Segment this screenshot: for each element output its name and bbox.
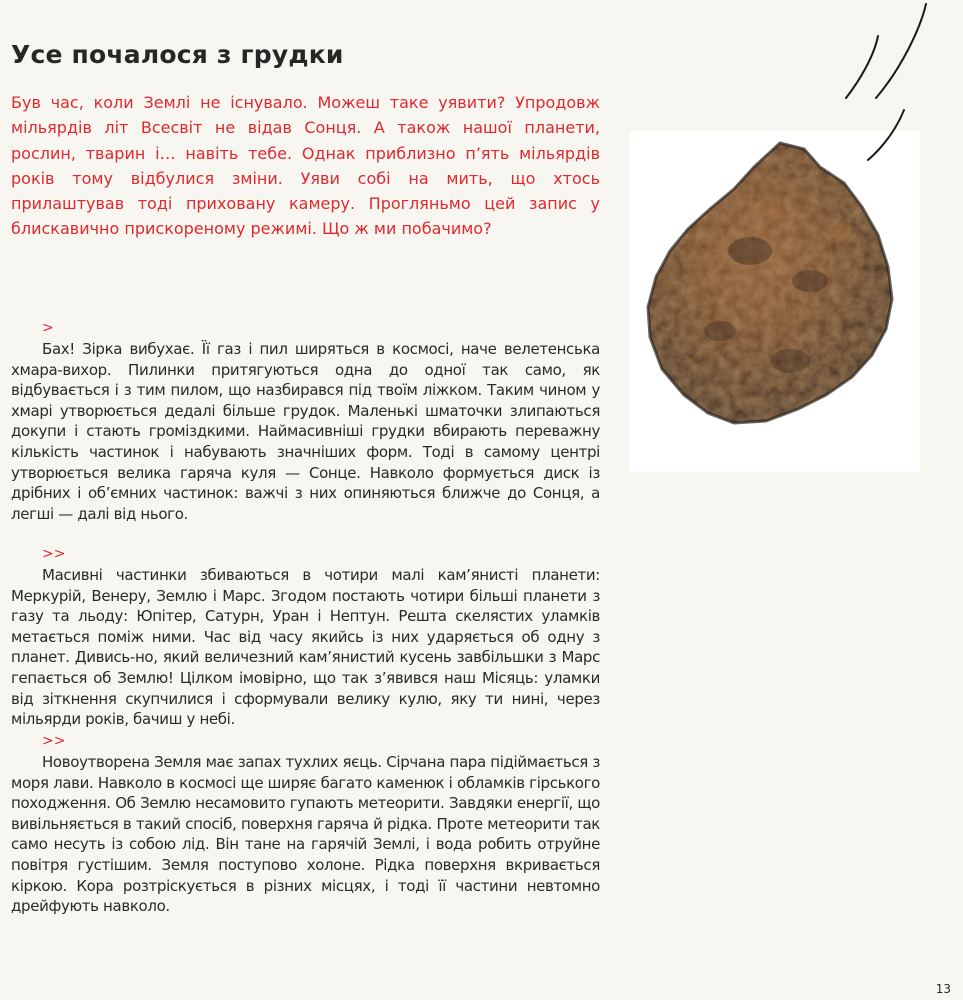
section-marker: >> xyxy=(42,546,66,562)
page-number: 13 xyxy=(935,982,951,996)
meteorite-photo xyxy=(630,131,920,472)
intro-paragraph: Був час, коли Землі не існувало. Можеш таке уявити? Упродовж мільярдів літ Всесвіт не відав Сонця. А також нашої планети, рослин, тварин і… навіть тебе. Однак приблизно п’ять мільярдів років тому відбулися зміни. Уяви собі на мить, що хтось прилаштував тоді приховану камеру. Прогляньмо цей запис у блискавично прискореному режимі. Що ж ми побачимо? xyxy=(11,93,600,239)
motion-lines-icon xyxy=(830,0,940,170)
section-paragraph: Бах! Зірка вибухає. Її газ і пил ширяться в космосі, наче велетенська хмара-вихор. Пилинки притягуються одна до одної так само, як відбувається і з тим пилом, що назбирався під твоїм ліжком. Таким чином у хмарі утворюється дедалі більше грудок. Маленькі шматочки злипаються докупи і стають громіздкими. Наймасивніші грудки вбирають переважну кількість частинок і набувають значніших форм. Тоді в самому центрі утворюється велика гаряча куля — Сонце. Навколо формується диск із дрібних і об’ємних частинок: важчі з них опиняються ближче до Сонця, а легші — далі від нього. xyxy=(11,340,600,523)
section-paragraph: Масивні частинки збиваються в чотири малі кам’янисті планети: Меркурій, Венеру, Землю і Марс. Згодом постають чотири більші планети з газу та льоду: Юпітер, Сатурн, Уран і Нептун. Решта скелястих уламків метається поміж ними. Час від часу якийсь із них ударяється об одну з планет. Дивись-но, який величезний кам’янистий кусень завбільшки з Марс гепається об Землю! Цілком імовірно, що так з’явився наш Місяць: уламки від зіткнення скупчилися і сформували велику кулю, яку ти нині, через мільярди років, бачиш у небі. xyxy=(11,566,600,729)
section-marker: >> xyxy=(42,733,66,749)
meteorite-rock-image xyxy=(630,131,920,472)
text-section-2 xyxy=(11,545,600,730)
text-section-1 xyxy=(11,319,600,524)
section-marker: > xyxy=(42,320,54,336)
page-title: Усе почалося з грудки xyxy=(11,40,344,69)
section-paragraph: Новоутворена Земля має запах тухлих яєць. Сірчана пара підіймається з моря лави. Навколо в космосі ще ширяє багато каменюк і обламків гірського походження. Об Землю несамовито гупають метеорити. Завдяки енергії, що вивільняється в такий спосіб, поверхня гаряча й рідка. Проте метеорити так само несуть із собою лід. Він тане на гарячій Землі, і вода робить отруйне повітря густішим. Земля поступово холоне. Рідка поверхня вкривається кіркою. Кора розтріскується в різних місцях, і тоді її частини невтомно дрейфують навколо. xyxy=(11,753,600,916)
text-section-3 xyxy=(11,732,600,917)
